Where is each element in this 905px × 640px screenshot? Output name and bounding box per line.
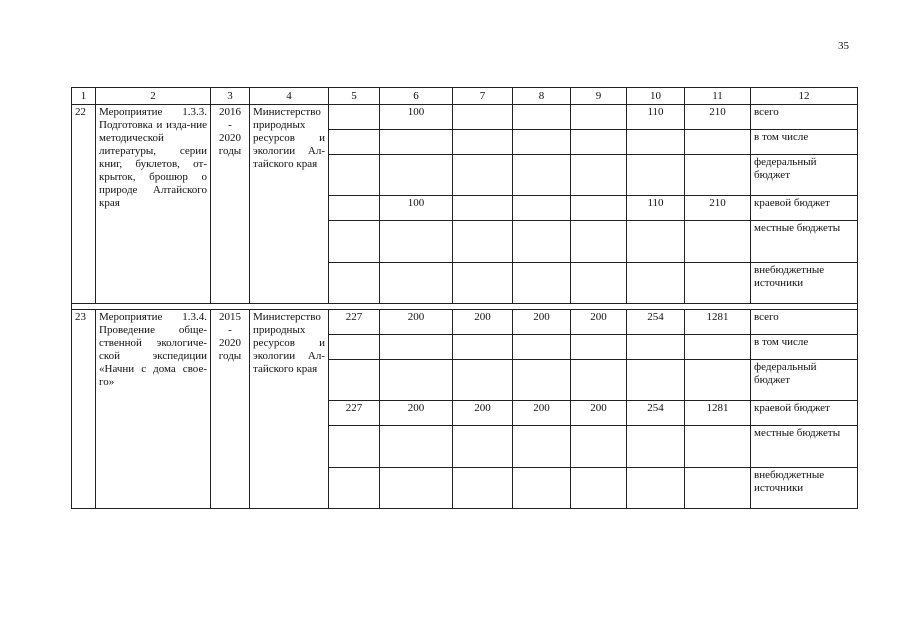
cell-col6	[380, 155, 453, 196]
col-header: 11	[685, 88, 751, 105]
col-header: 3	[211, 88, 250, 105]
cell-col5	[329, 221, 380, 263]
cell-col5	[329, 155, 380, 196]
cell-col8	[513, 155, 571, 196]
activity-number: 23	[72, 310, 96, 509]
cell-col8	[513, 130, 571, 155]
years-word: годы	[218, 350, 242, 362]
cell-col9	[571, 155, 627, 196]
col-header: 6	[380, 88, 453, 105]
funding-source-label: всего	[751, 105, 858, 130]
cell-col7	[453, 263, 513, 304]
funding-source-label: краевой бюджет	[751, 401, 858, 426]
cell-col5	[329, 360, 380, 401]
cell-col8	[513, 468, 571, 509]
activity-years	[211, 105, 250, 304]
cell-col9	[571, 335, 627, 360]
cell-col10	[627, 335, 685, 360]
funding-source-label: внебюджетные источники	[751, 468, 858, 509]
cell-col9	[571, 105, 627, 130]
cell-col7	[453, 105, 513, 130]
cell-col8	[513, 196, 571, 221]
activity-executor: Министерство природных ресурсов и экологии Ал-тайского края	[250, 310, 329, 509]
cell-col6	[380, 360, 453, 401]
col-header: 1	[72, 88, 96, 105]
table-row	[72, 310, 858, 335]
col-header: 4	[250, 88, 329, 105]
cell-col8	[513, 335, 571, 360]
header-row	[72, 88, 858, 105]
years-dash: -	[228, 119, 232, 131]
funding-source-label: краевой бюджет	[751, 196, 858, 221]
cell-col8: 200	[513, 401, 571, 426]
col-header: 8	[513, 88, 571, 105]
cell-col10	[627, 155, 685, 196]
cell-col6: 200	[380, 310, 453, 335]
cell-col9: 200	[571, 310, 627, 335]
activity-years	[211, 310, 250, 509]
cell-col9	[571, 468, 627, 509]
col-header: 12	[751, 88, 858, 105]
years-end: 2020	[219, 132, 241, 144]
cell-col6: 100	[380, 196, 453, 221]
cell-col8	[513, 221, 571, 263]
funding-source-label: федеральный бюджет	[751, 155, 858, 196]
activity-executor: Министерство природных ресурсов и экологии Ал-тайского края	[250, 105, 329, 304]
cell-col11: 210	[685, 196, 751, 221]
table-row	[72, 105, 858, 130]
years-end: 2020	[219, 337, 241, 349]
cell-col10: 110	[627, 105, 685, 130]
col-header: 9	[571, 88, 627, 105]
cell-col11	[685, 426, 751, 468]
cell-col6	[380, 426, 453, 468]
page-number: 35	[838, 40, 849, 52]
col-header: 7	[453, 88, 513, 105]
cell-col7	[453, 426, 513, 468]
cell-col5	[329, 468, 380, 509]
cell-col9	[571, 360, 627, 401]
col-header: 10	[627, 88, 685, 105]
activity-name: Мероприятие 1.3.3. Подготовка и изда-ние методической литературы, серии книг, буклетов, от-крыток, брошюр о природе Алтайского края	[96, 105, 211, 304]
funding-source-label: местные бюджеты	[751, 426, 858, 468]
budget-table	[71, 87, 858, 509]
cell-col11	[685, 468, 751, 509]
cell-col9	[571, 221, 627, 263]
cell-col5	[329, 105, 380, 130]
cell-col5: 227	[329, 310, 380, 335]
cell-col7: 200	[453, 401, 513, 426]
cell-col9	[571, 196, 627, 221]
cell-col10: 254	[627, 401, 685, 426]
cell-col11	[685, 263, 751, 304]
funding-source-label: в том числе	[751, 130, 858, 155]
cell-col7	[453, 335, 513, 360]
cell-col7	[453, 130, 513, 155]
col-header: 5	[329, 88, 380, 105]
cell-col5	[329, 335, 380, 360]
funding-source-label: внебюджетные источники	[751, 263, 858, 304]
cell-col10: 254	[627, 310, 685, 335]
funding-source-label: федеральный бюджет	[751, 360, 858, 401]
cell-col11	[685, 360, 751, 401]
funding-source-label: в том числе	[751, 335, 858, 360]
activity-name: Мероприятие 1.3.4. Проведение обще-ственной экологиче-ской экспедиции «Начни с дома свое-го»	[96, 310, 211, 509]
cell-col11: 1281	[685, 310, 751, 335]
cell-col5	[329, 263, 380, 304]
cell-col6	[380, 263, 453, 304]
cell-col5	[329, 196, 380, 221]
cell-col9	[571, 426, 627, 468]
cell-col10	[627, 468, 685, 509]
cell-col8: 200	[513, 310, 571, 335]
cell-col6: 100	[380, 105, 453, 130]
cell-col6	[380, 130, 453, 155]
cell-col6: 200	[380, 401, 453, 426]
cell-col7	[453, 155, 513, 196]
cell-col5	[329, 130, 380, 155]
col-header: 2	[96, 88, 211, 105]
cell-col7	[453, 196, 513, 221]
cell-col10	[627, 130, 685, 155]
cell-col11	[685, 221, 751, 263]
cell-col7	[453, 468, 513, 509]
cell-col10: 110	[627, 196, 685, 221]
cell-col11: 1281	[685, 401, 751, 426]
cell-col6	[380, 335, 453, 360]
cell-col10	[627, 263, 685, 304]
cell-col11	[685, 155, 751, 196]
cell-col10	[627, 426, 685, 468]
cell-col7: 200	[453, 310, 513, 335]
years-word: годы	[218, 145, 242, 157]
cell-col11	[685, 335, 751, 360]
cell-col9	[571, 263, 627, 304]
years-start: 2015	[219, 311, 241, 323]
cell-col6	[380, 221, 453, 263]
cell-col10	[627, 221, 685, 263]
cell-col11: 210	[685, 105, 751, 130]
cell-col8	[513, 263, 571, 304]
cell-col9: 200	[571, 401, 627, 426]
cell-col5: 227	[329, 401, 380, 426]
cell-col6	[380, 468, 453, 509]
cell-col8	[513, 426, 571, 468]
cell-col10	[627, 360, 685, 401]
cell-col7	[453, 221, 513, 263]
years-dash: -	[228, 324, 232, 336]
cell-col8	[513, 105, 571, 130]
cell-col8	[513, 360, 571, 401]
cell-col9	[571, 130, 627, 155]
activity-number: 22	[72, 105, 96, 304]
funding-source-label: местные бюджеты	[751, 221, 858, 263]
cell-col11	[685, 130, 751, 155]
cell-col7	[453, 360, 513, 401]
years-start: 2016	[219, 106, 241, 118]
funding-source-label: всего	[751, 310, 858, 335]
cell-col5	[329, 426, 380, 468]
